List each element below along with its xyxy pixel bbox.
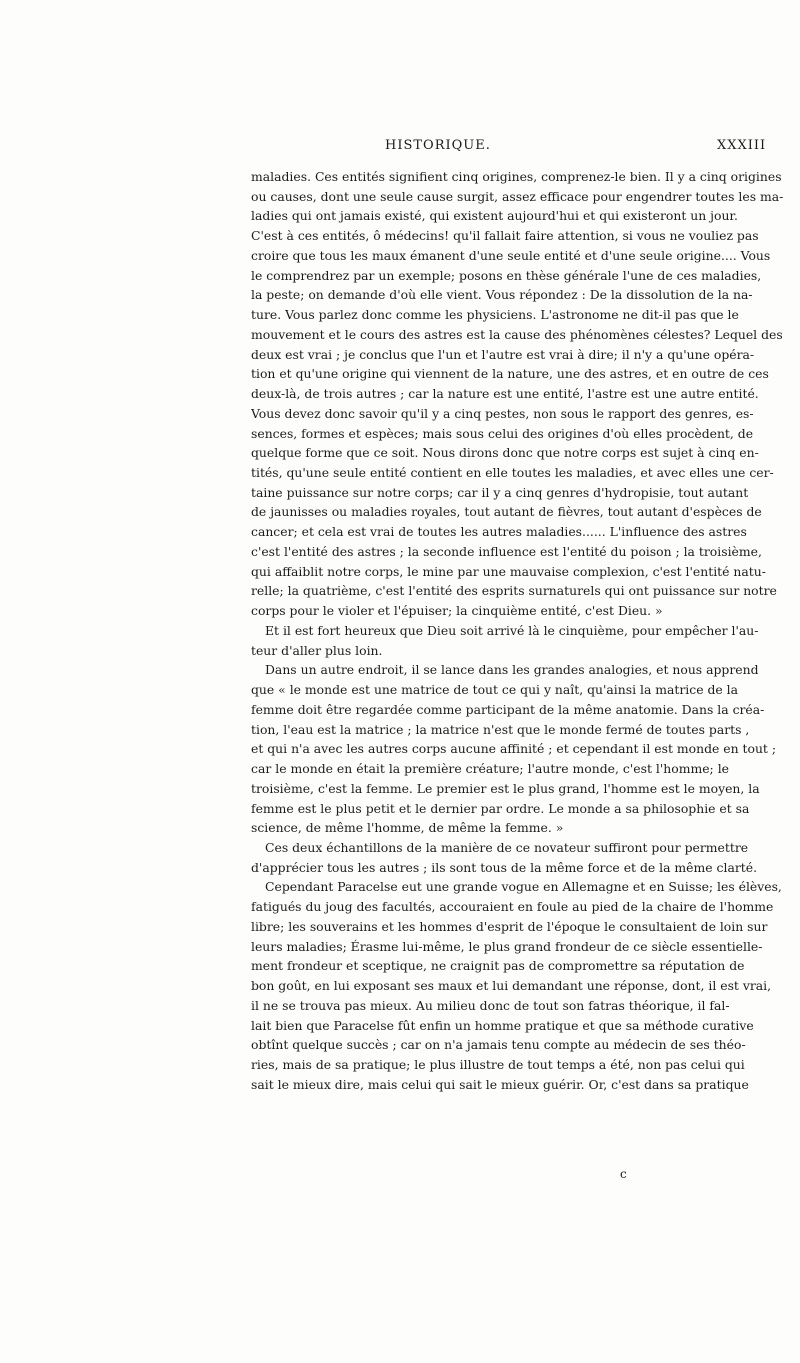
- text-line: c'est l'entité des astres ; la seconde influence est l'entité du poison ; la troisième,: [251, 543, 762, 559]
- text-line: bon goût, en lui exposant ses maux et lui demandant une réponse, dont, il est vrai,: [251, 978, 772, 994]
- running-head: [0, 138, 800, 160]
- text-line: sences, formes et espèces; mais sous celui des origines d'où elles procèdent, de: [251, 425, 754, 441]
- signature-mark: c: [620, 1167, 627, 1181]
- text-line: deux est vrai ; je conclus que l'un et l'autre est vrai à dire; il n'y a qu'une opéra-: [251, 346, 755, 362]
- text-line: d'apprécier tous les autres ; ils sont tous de la même force et de la même clarté.: [251, 859, 758, 875]
- text-line: qui affaiblit notre corps, le mine par une mauvaise complexion, c'est l'entité natu-: [251, 563, 766, 579]
- text-line: troisième, c'est la femme. Le premier est le plus grand, l'homme est le moyen, la: [251, 780, 760, 796]
- body-text: [251, 167, 784, 1095]
- text-line: ladies qui ont jamais existé, qui existent aujourd'hui et qui existeront un jour.: [251, 208, 738, 224]
- text-line: cancer; et cela est vrai de toutes les autres maladies...... L'influence des astres: [251, 524, 747, 540]
- text-line: croire que tous les maux émanent d'une seule entité et d'une seule origine.... Vous: [251, 247, 771, 263]
- text-line: et qui n'a avec les autres corps aucune affinité ; et cependant il est monde en tout ;: [251, 741, 777, 757]
- text-line: que « le monde est une matrice de tout ce qui y naît, qu'ainsi la matrice de la: [251, 682, 739, 698]
- text-line: Cependant Paracelse eut une grande vogue en Allemagne et en Suisse; les élèves,: [265, 879, 782, 895]
- text-line: femme doit être regardée comme participant de la même anatomie. Dans la créa-: [251, 701, 765, 717]
- text-line: ries, mais de sa pratique; le plus illustre de tout temps a été, non pas celui qui: [251, 1057, 745, 1073]
- text-line: taine puissance sur notre corps; car il y a cinq genres d'hydropisie, tout autant: [251, 484, 749, 500]
- text-line: tion et qu'une origine qui viennent de la nature, une des astres, et en outre de ces: [251, 366, 769, 382]
- text-line: quelque forme que ce soit. Nous dirons donc que notre corps est sujet à cinq en-: [251, 445, 759, 461]
- text-line: Ces deux échantillons de la manière de ce novateur suffiront pour permettre: [265, 839, 749, 855]
- text-line: Vous devez donc savoir qu'il y a cinq pestes, non sous le rapport des genres, es-: [251, 405, 754, 421]
- text-line: il ne se trouva pas mieux. Au milieu donc de tout son fatras théorique, il fal-: [251, 997, 730, 1013]
- text-line: fatigués du joug des facultés, accouraient en foule au pied de la chaire de l'homme: [251, 899, 774, 915]
- text-line: ture. Vous parlez donc comme les physiciens. L'astronome ne dit-il pas que le: [251, 307, 739, 323]
- text-line: ou causes, dont une seule cause surgit, assez efficace pour engendrer toutes les ma-: [251, 188, 784, 204]
- text-line: teur d'aller plus loin.: [251, 642, 383, 658]
- text-line: la peste; on demande d'où elle vient. Vous répondez : De la dissolution de la na-: [251, 287, 753, 303]
- text-line: tités, qu'une seule entité contient en elle toutes les maladies, et avec elles une cer-: [251, 465, 774, 481]
- text-line: lait bien que Paracelse fût enfin un homme pratique et que sa méthode curative: [251, 1017, 754, 1033]
- text-line: le comprendrez par un exemple; posons en thèse générale l'une de ces maladies,: [251, 267, 762, 283]
- running-title: HISTORIQUE.: [385, 138, 491, 153]
- text-line: obtînt quelque succès ; car on n'a jamais tenu compte au médecin de ses théo-: [251, 1037, 746, 1053]
- text-line: maladies. Ces entités signifient cinq origines, comprenez-le bien. Il y a cinq origines: [251, 169, 782, 184]
- page-number: XXXIII: [717, 138, 767, 153]
- text-line: Et il est fort heureux que Dieu soit arrivé là le cinquième, pour empêcher l'au-: [265, 622, 759, 638]
- text-line: deux-là, de trois autres ; car la nature est une entité, l'astre est une autre entité.: [251, 386, 759, 402]
- text-line: tion, l'eau est la matrice ; la matrice n'est que le monde fermé de toutes parts ,: [251, 721, 750, 737]
- text-line: sait le mieux dire, mais celui qui sait le mieux guérir. Or, c'est dans sa pratique: [251, 1076, 749, 1092]
- text-line: relle; la quatrième, c'est l'entité des esprits surnaturels qui ont puissance sur notre: [251, 583, 777, 599]
- text-line: car le monde en était la première créature; l'autre monde, c'est l'homme; le: [251, 761, 729, 777]
- text-line: femme est le plus petit et le dernier par ordre. Le monde a sa philosophie et sa: [251, 800, 750, 816]
- text-line: Dans un autre endroit, il se lance dans les grandes analogies, et nous apprend: [265, 662, 759, 678]
- text-line: science, de même l'homme, de même la femme. »: [251, 820, 564, 836]
- text-line: leurs maladies; Érasme lui-même, le plus grand frondeur de ce siècle essentielle-: [251, 938, 763, 954]
- text-line: mouvement et le cours des astres est la cause des phénomènes célestes? Lequel des: [251, 326, 783, 342]
- text-line: C'est à ces entités, ô médecins! qu'il fallait faire attention, si vous ne vouliez pas: [251, 228, 759, 244]
- text-line: corps pour le violer et l'épuiser; la cinquième entité, c'est Dieu. »: [251, 603, 663, 619]
- text-line: ment frondeur et sceptique, ne craignit pas de compromettre sa réputation de: [251, 958, 745, 974]
- text-line: libre; les souverains et les hommes d'esprit de l'époque le consultaient de loin sur: [251, 918, 768, 934]
- text-line: de jaunisses ou maladies royales, tout autant de fièvres, tout autant d'espèces de: [251, 504, 762, 520]
